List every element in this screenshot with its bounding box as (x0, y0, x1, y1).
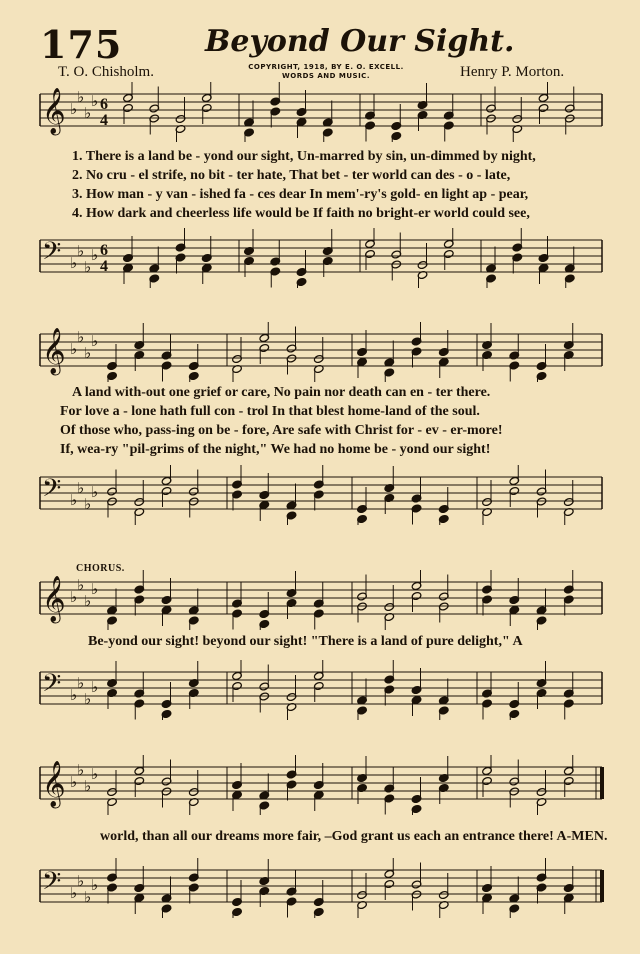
verse-1-line-1: 1. There is a land be - yond our sight, Un-marred by sin, un-dimmed by night, (72, 149, 536, 164)
flat-icon: ♭ (77, 872, 85, 890)
flat-icon: ♭ (91, 580, 99, 598)
flat-icon: ♭ (91, 876, 99, 894)
treble-clef-icon: 𝄞 (42, 88, 66, 134)
verse-2-line-1: 2. No cru - el strife, no bit - ter hate, That bet - ter world can des - o - late, (72, 168, 511, 183)
verse-3-line-2: Of those who, pass-ing on be - fore, Are safe with Christ for - ev - er-more! (60, 423, 503, 438)
flat-icon: ♭ (77, 328, 85, 346)
time-signature-top: 6 (100, 96, 108, 113)
flat-icon: ♭ (70, 254, 78, 272)
flat-icon: ♭ (84, 495, 92, 513)
flat-icon: ♭ (84, 258, 92, 276)
verse-4-line-1: 4. How dark and cheerless life would be If faith no bright-er world could see, (72, 206, 530, 221)
composer: Henry P. Morton. (460, 64, 565, 80)
flat-icon: ♭ (84, 777, 92, 795)
bass-clef-icon: 𝄢 (42, 237, 62, 272)
flat-icon: ♭ (84, 690, 92, 708)
copyright-line-2: WORDS AND MUSIC. (282, 72, 370, 80)
flat-icon: ♭ (70, 773, 78, 791)
system-2-treble-staff (0, 322, 640, 382)
bass-clef-icon: 𝄢 (42, 867, 62, 902)
flat-icon: ♭ (91, 483, 99, 501)
chorus-label: CHORUS. (76, 563, 125, 574)
time-signature-bottom: 4 (100, 258, 108, 275)
flat-icon: ♭ (77, 576, 85, 594)
chorus-lyrics-line-2: world, than all our dreams more fair, –God grant us each an entrance there! A-MEN. (100, 829, 608, 844)
lyricist: T. O. Chisholm. (58, 64, 154, 80)
copyright-notice (232, 63, 420, 81)
verse-1-line-2: A land with-out one grief or care, No pain nor death can en - ter there. (72, 385, 491, 400)
flat-icon: ♭ (70, 588, 78, 606)
copyright-line-1: COPYRIGHT, 1918, BY E. O. EXCELL. (248, 63, 404, 71)
flat-icon: ♭ (70, 100, 78, 118)
treble-clef-icon: 𝄞 (42, 761, 66, 807)
bass-clef-icon: 𝄢 (42, 474, 62, 509)
bass-clef-icon: 𝄢 (42, 669, 62, 704)
flat-icon: ♭ (70, 340, 78, 358)
verse-3-line-1: 3. How man - y van - ished fa - ces dear In mem'-ry's gold- en light ap - pear, (72, 187, 529, 202)
hymn-number: 175 (40, 22, 123, 67)
flat-icon: ♭ (91, 332, 99, 350)
flat-icon: ♭ (70, 491, 78, 509)
verse-4-line-2: If, wea-ry "pil-grims of the night," We had no home be - yond our sight! (60, 442, 491, 457)
verse-2-line-2: For love a - lone hath full con - trol In that blest home-land of the soul. (60, 404, 480, 419)
system-4-treble-staff (0, 755, 640, 815)
system-1-treble-staff (0, 82, 640, 142)
flat-icon: ♭ (91, 765, 99, 783)
flat-icon: ♭ (91, 246, 99, 264)
time-signature-bottom: 4 (100, 112, 108, 129)
flat-icon: ♭ (84, 104, 92, 122)
system-1-bass-staff (0, 228, 640, 288)
chorus-lyrics-line-1: Be-yond our sight! beyond our sight! "There is a land of pure delight," A (88, 634, 523, 649)
flat-icon: ♭ (91, 678, 99, 696)
flat-icon: ♭ (84, 888, 92, 906)
flat-icon: ♭ (77, 242, 85, 260)
treble-clef-icon: 𝄞 (42, 328, 66, 374)
flat-icon: ♭ (77, 674, 85, 692)
system-2-bass-staff (0, 465, 640, 525)
flat-icon: ♭ (70, 686, 78, 704)
flat-icon: ♭ (70, 884, 78, 902)
flat-icon: ♭ (77, 88, 85, 106)
flat-icon: ♭ (91, 92, 99, 110)
flat-icon: ♭ (77, 479, 85, 497)
system-4-bass-staff (0, 858, 640, 918)
flat-icon: ♭ (77, 761, 85, 779)
hymn-title: Beyond Our Sight. (205, 24, 515, 59)
system-3-bass-staff (0, 660, 640, 720)
flat-icon: ♭ (84, 344, 92, 362)
treble-clef-icon: 𝄞 (42, 576, 66, 622)
time-signature-top: 6 (100, 242, 108, 259)
flat-icon: ♭ (84, 592, 92, 610)
system-3-treble-staff (0, 570, 640, 630)
